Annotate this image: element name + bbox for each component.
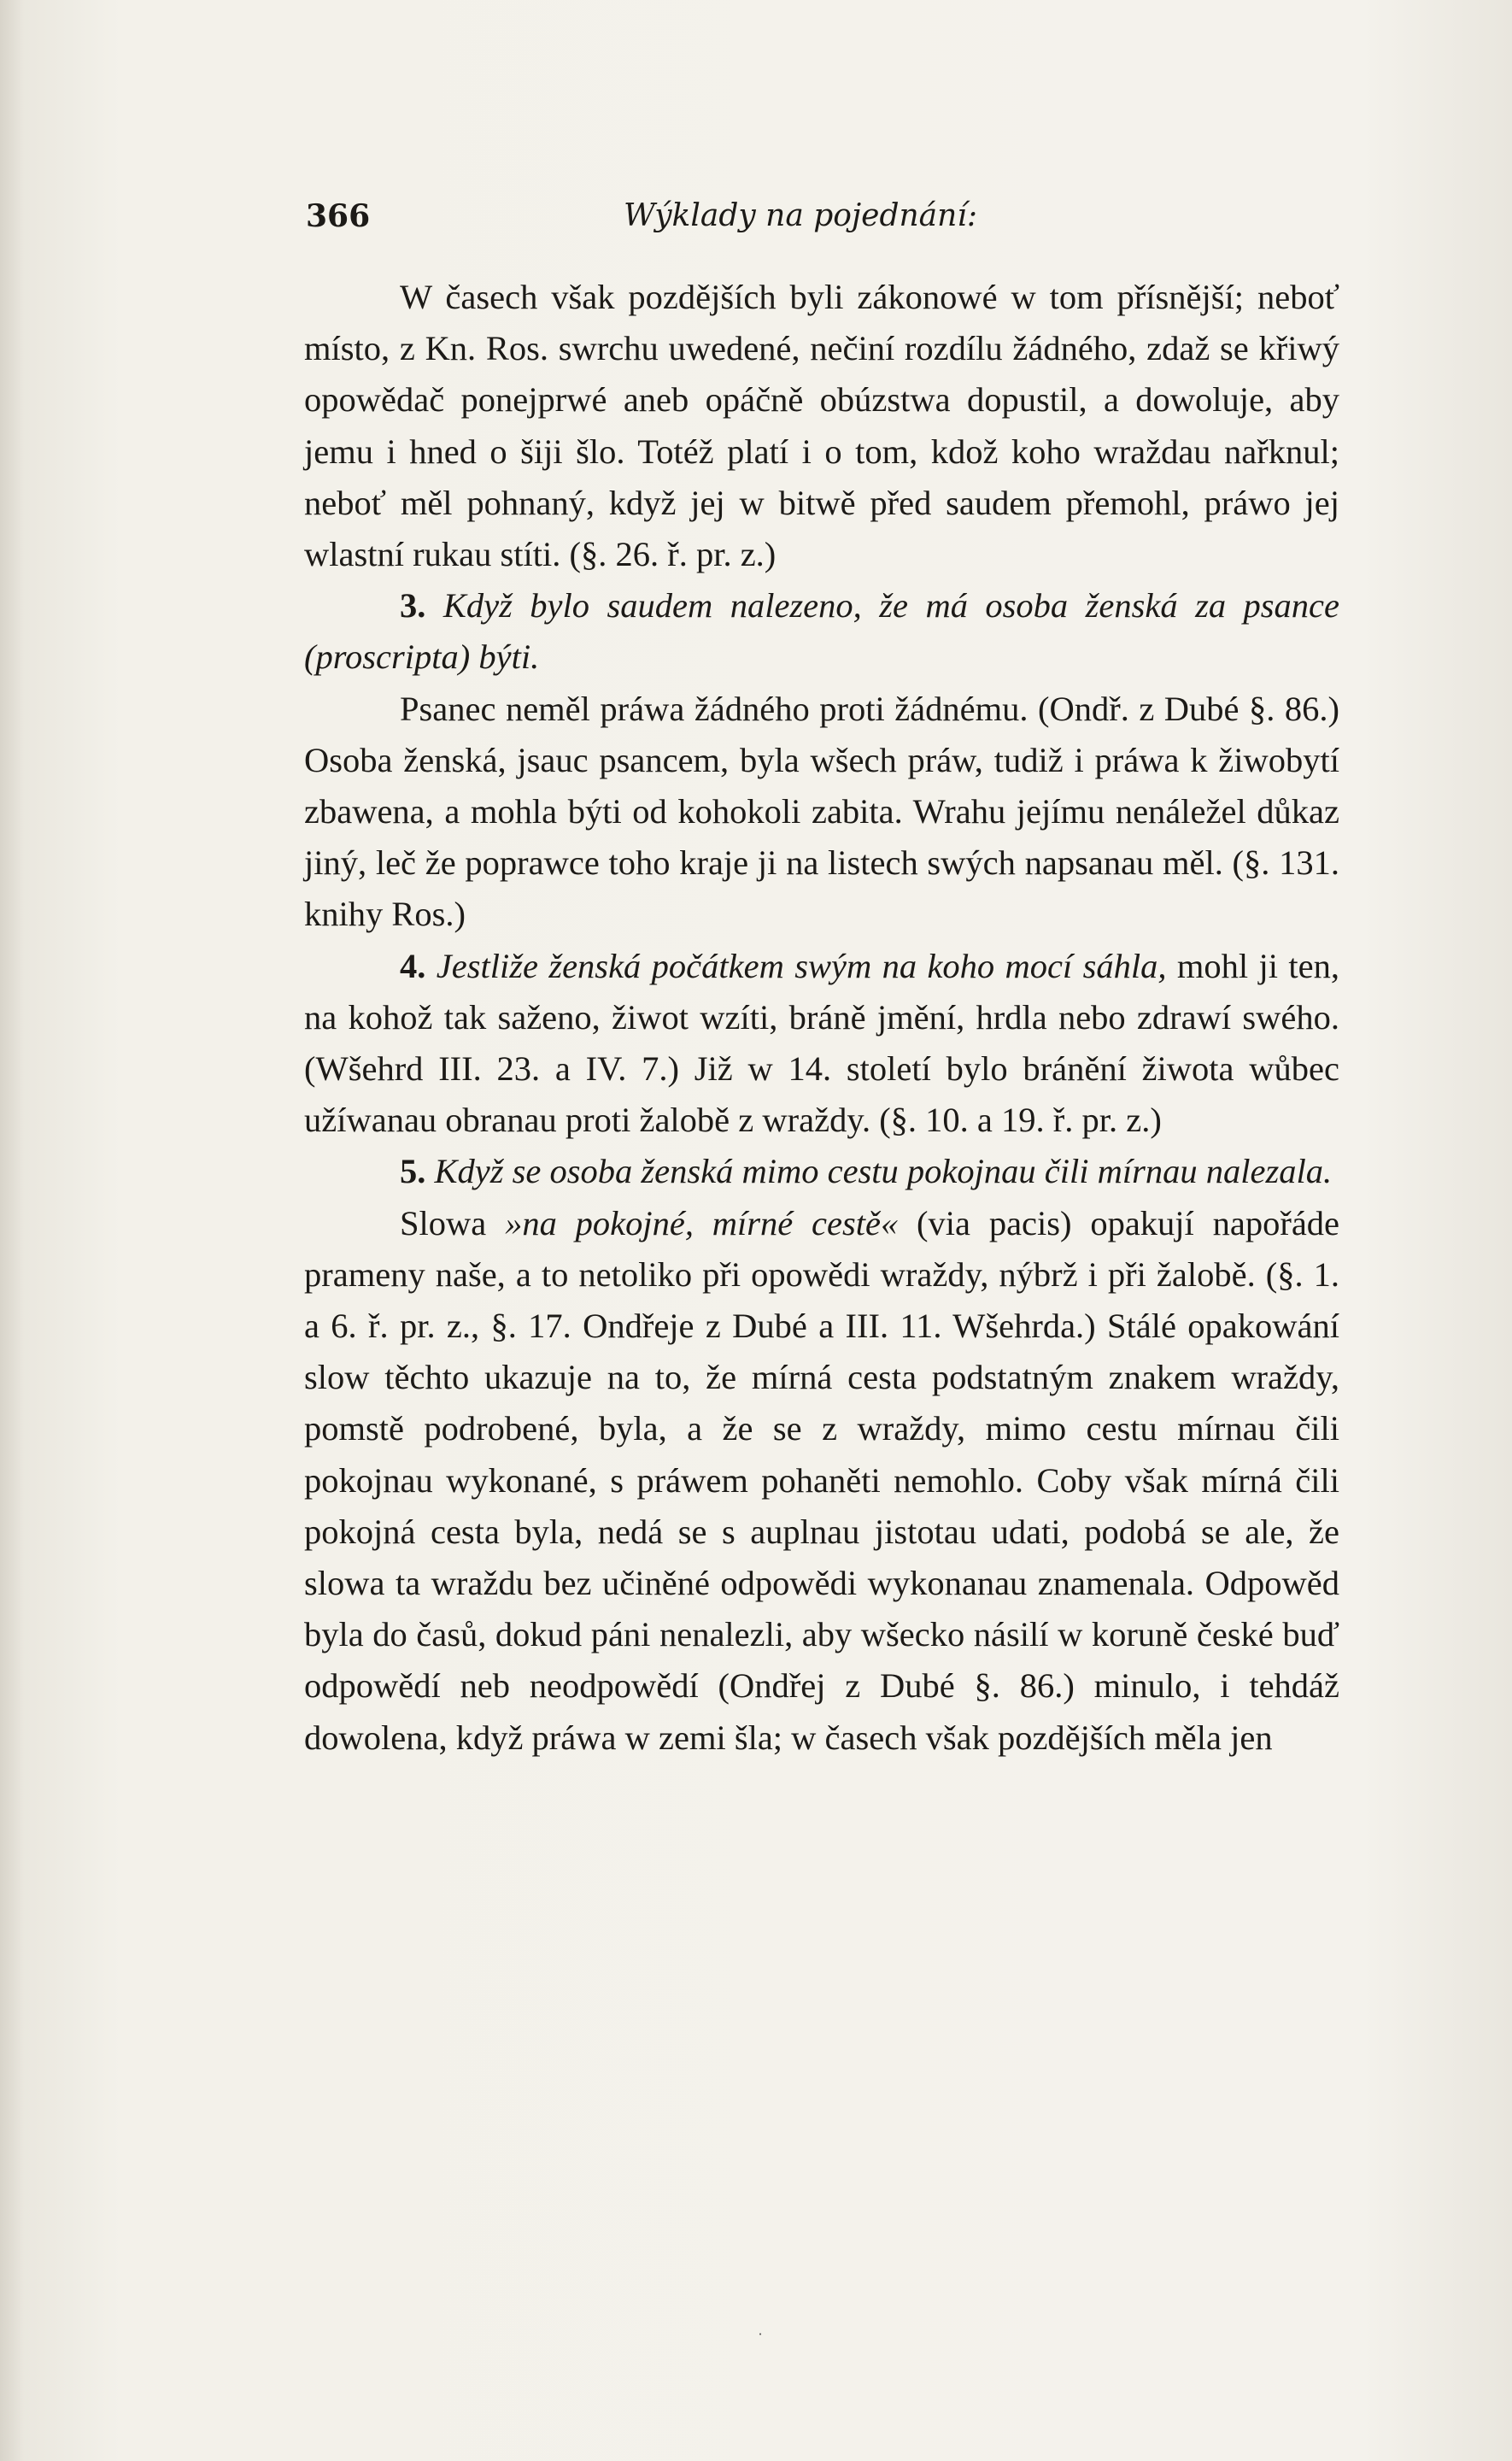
section-heading-5 xyxy=(304,1146,1339,1197)
paragraph-text: W časech však pozdějších byli zákonowé w tom přísnější; neboť místo, z Kn. Ros. swrchu uwedené, nečiní rozdílu žádného, zdaž se křiwý opowědač ponejprwé aneb opáčně obúzstwa dopustil, a dowoluje, aby jemu i hned o šiji šlo. Totéž platí i o tom, kdož koho wraždau nařknul; neboť měl pohnaný, když jej w bitwě před saudem přemohl, práwo jej wlastní rukau stíti. (§. 26. ř. pr. z.) xyxy=(304,278,1339,574)
section-number: 4. xyxy=(400,946,426,985)
page-edge-shadow xyxy=(0,0,24,2461)
body-text xyxy=(304,272,1339,1764)
section-heading-3 xyxy=(304,580,1339,683)
section-title: Když bylo saudem nalezeno, že má osoba ženská za psance (proscripta) býti. xyxy=(304,586,1340,677)
paragraph-text: (via pacis) opakují napořáde prameny naše, a to netoliko při opowědi wraždy, nýbrž i při žalobě. (§. 1. a 6. ř. pr. z., §. 17. Ondřeje z Dubé a III. 11. Wšehrda.) Stálé opakowání slow těchto ukazuje na to, že mírná cesta podstatným znakem wraždy, pomstě podrobené, byla, a že se z wraždy, mimo cestu mírnau čili pokojnau wykonané, s práwem pohaněti nemohlo. Coby však mírná čili pokojná cesta byla, nedá se s auplnau jistotau udati, podobá se ale, že slowa ta wraždu bez učiněné odpowědi wykonanau znamenala. Odpowěd byla do časů, dokud páni nenalezli, aby wšecko násilí w koruně české buď odpowědí neb neodpowědí (Ondřej z Dubé §. 86.) minulo, i tehdáž dowolena, když práwa w zemi šla; w časech však pozdějších měla jen xyxy=(304,1203,1340,1757)
scan-speck: · xyxy=(758,2326,763,2342)
paragraph-text: Psanec neměl práwa žádného proti žádnému. (Ondř. z Dubé §. 86.) Osoba ženská, jsauc psancem, byla wšech práw, tudiž i práwa k žiwobytí zbawena, a mohla býti od kohokoli zabita. Wrahu jejímu nenáležel důkaz jiný, leč že poprawce toho kraje ji na listech swých napsanau měl. (§. 131. knihy Ros.) xyxy=(304,689,1339,934)
paragraph-text: mohl ji ten, na kohož tak saženo, žiwot wzíti, bráně jmění, hrdla nebo zdrawí swého. (Wšehrd III. 23. a IV. 7.) Již w 14. století bylo bránění žiwota wůbec užíwanau obranau proti žalobě z wraždy. (§. 10. a 19. ř. pr. z.) xyxy=(304,946,1340,1140)
paragraph-lead: Slowa xyxy=(400,1203,487,1242)
section-title: Jestliže ženská počátkem swým na koho mocí sáhla, xyxy=(436,946,1167,985)
paragraph-peaceful-road xyxy=(304,1198,1339,1764)
running-title: Wýklady na pojednání: xyxy=(624,198,977,233)
paragraph-outlaw xyxy=(304,684,1339,941)
section-heading-4 xyxy=(304,941,1339,1147)
paragraph-intro xyxy=(304,272,1339,580)
section-title: Když se osoba ženská mimo cestu pokojnau čili mírnau nalezala. xyxy=(434,1152,1333,1191)
page-number: 366 xyxy=(306,198,371,234)
section-number: 3. xyxy=(400,586,426,626)
page-header xyxy=(306,198,1348,250)
paragraph-quote: »na pokojné, mírné cestě« xyxy=(505,1203,899,1242)
section-number: 5. xyxy=(400,1152,426,1191)
